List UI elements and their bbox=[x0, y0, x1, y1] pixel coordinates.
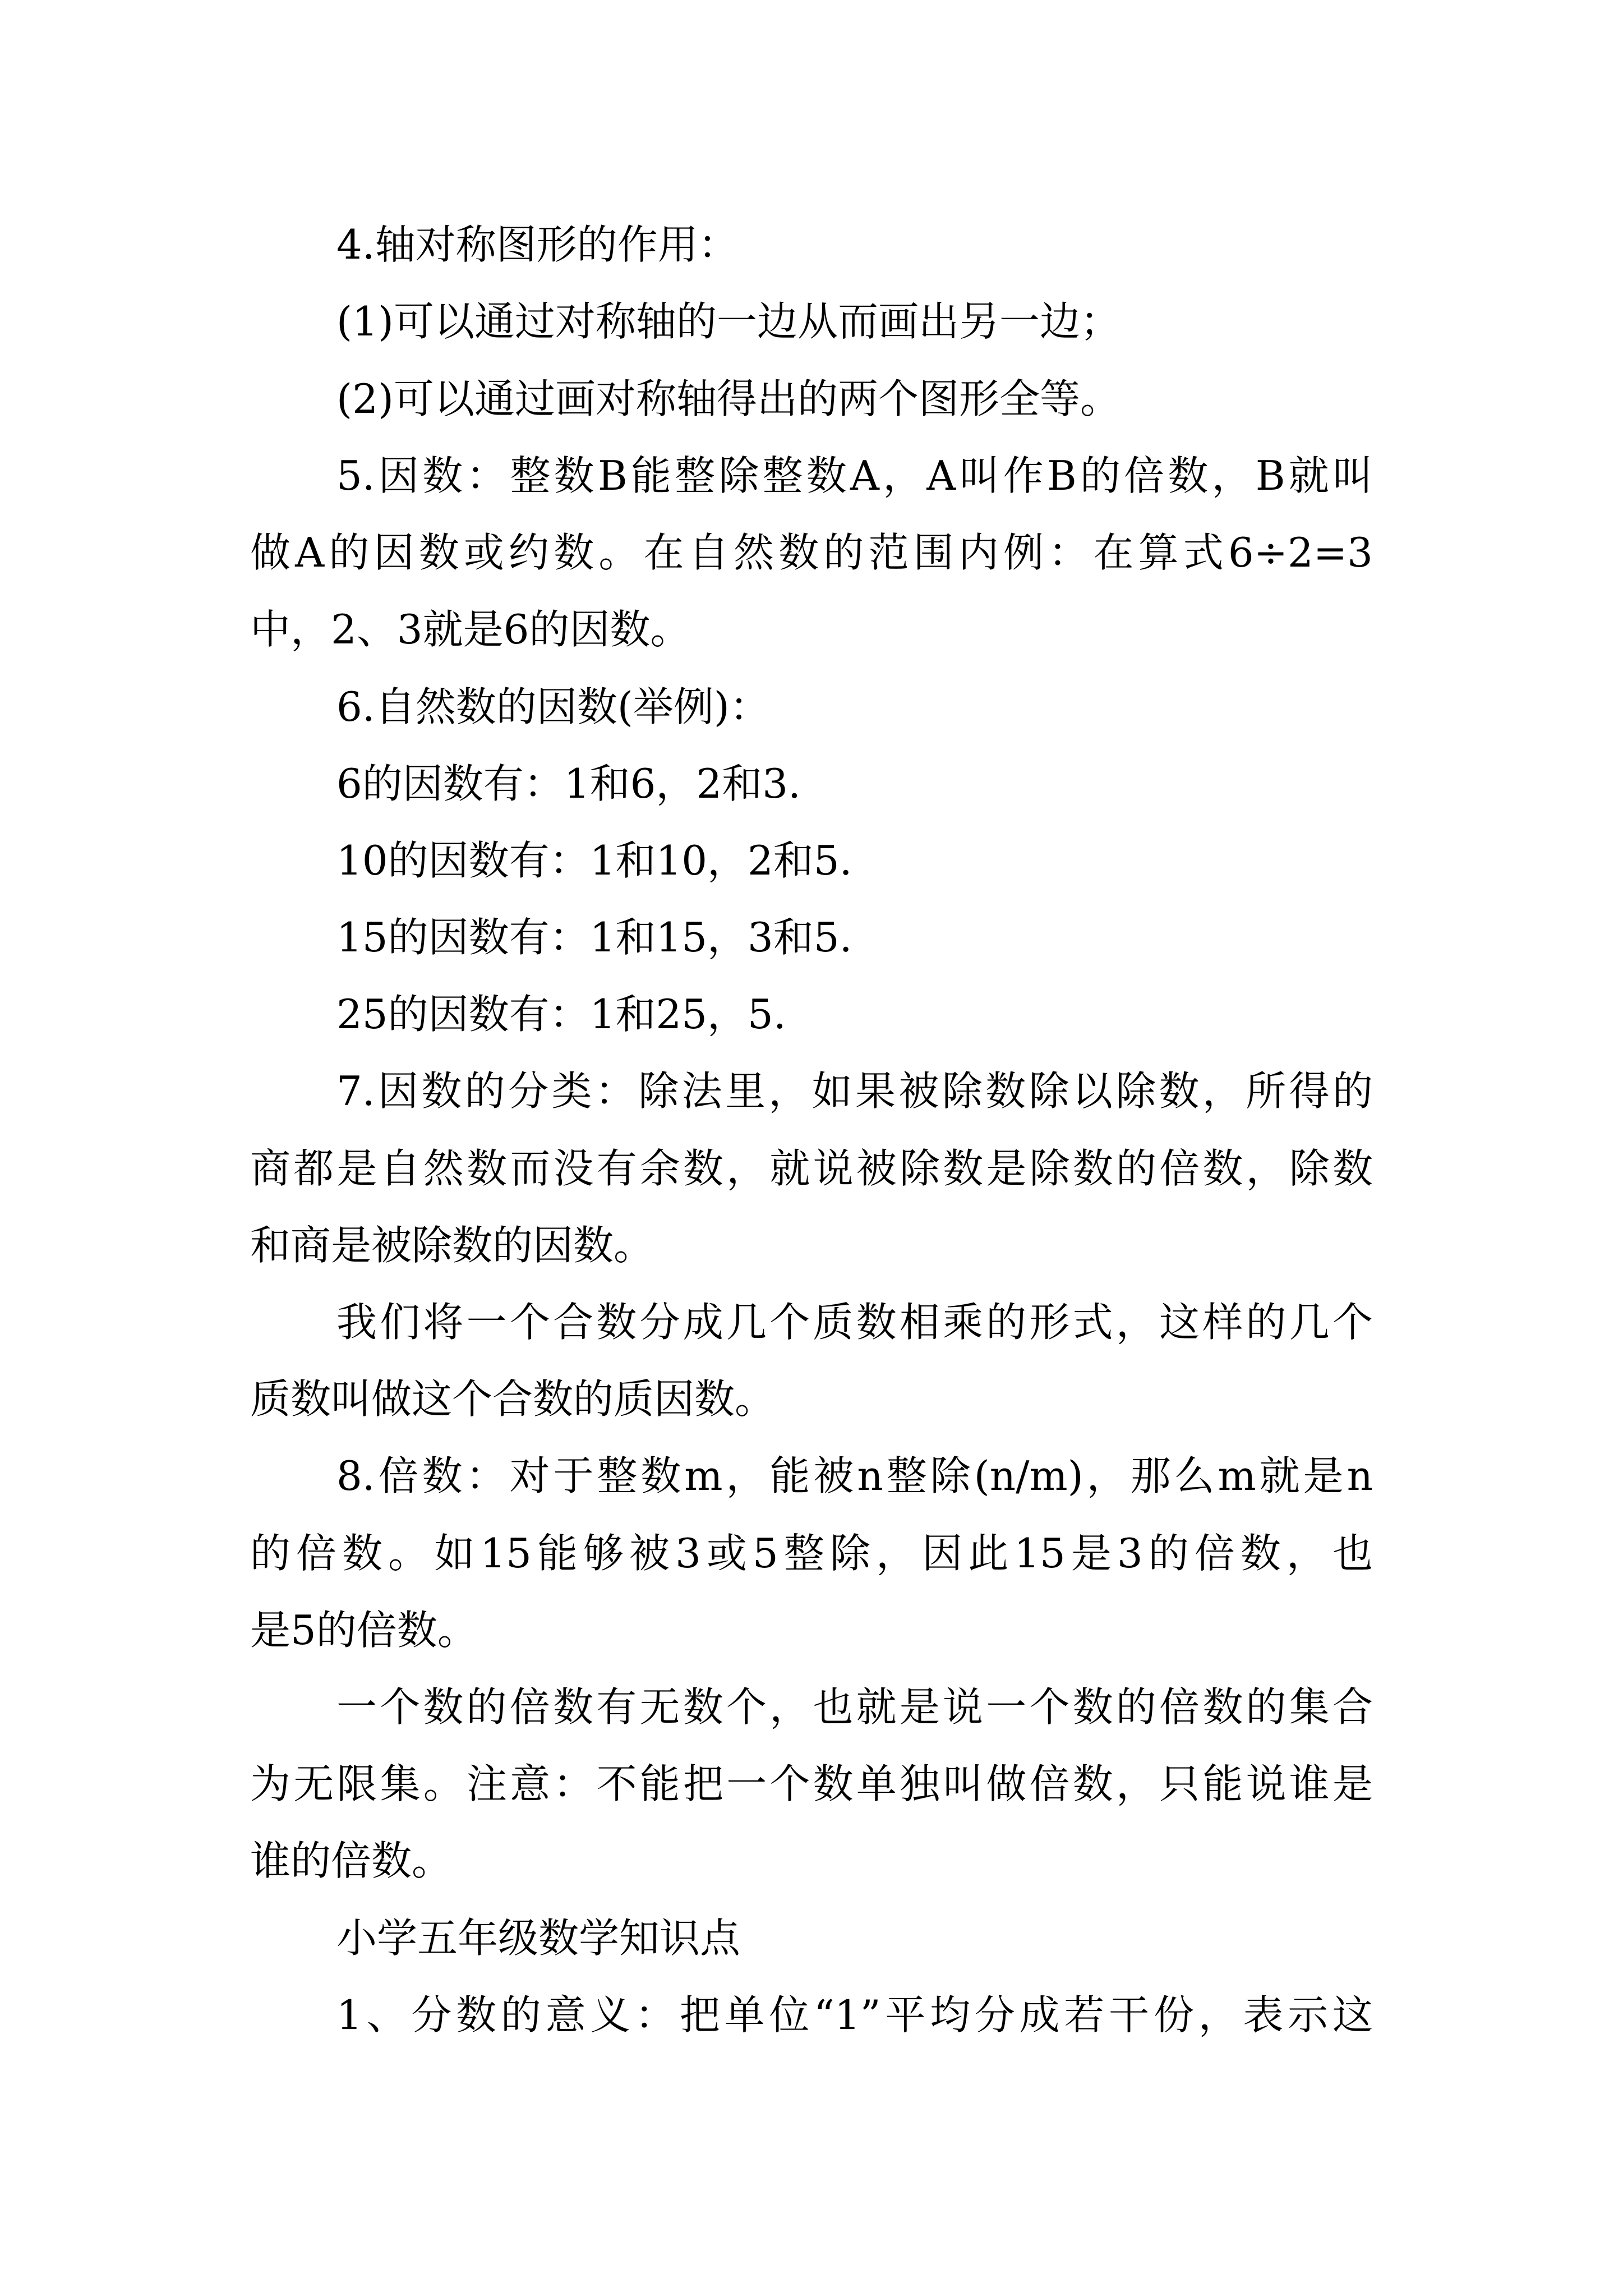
text-line: 6.自然数的因数(举例)： bbox=[336, 683, 770, 730]
text-line: 15的因数有：1和15，3和5. bbox=[336, 914, 852, 961]
text-line: 中，2、3就是6的因数。 bbox=[250, 606, 691, 653]
text-line: 谁的倍数。 bbox=[250, 1837, 453, 1884]
section-heading: 小学五年级数学知识点 bbox=[336, 1915, 741, 1962]
text-line: 为无限集。注意：不能把一个数单独叫做倍数，只能说谁是 bbox=[250, 1760, 1373, 1807]
text-line: 我们将一个合数分成几个质数相乘的形式，这样的几个 bbox=[336, 1299, 1373, 1346]
text-line: 8.倍数：对于整数m，能被n整除(n/m)，那么m就是n bbox=[336, 1452, 1373, 1499]
text-line: 是5的倍数。 bbox=[250, 1607, 478, 1654]
text-line: 的倍数。如15能够被3或5整除，因此15是3的倍数，也 bbox=[250, 1530, 1373, 1577]
text-line: 质数叫做这个合数的质因数。 bbox=[250, 1375, 776, 1423]
text-line: 6的因数有：1和6，2和3. bbox=[336, 760, 801, 807]
text-line: (1)可以通过对称轴的一边从而画出另一边； bbox=[336, 298, 1121, 345]
text-line: 7.因数的分类：除法里，如果被除数除以除数，所得的 bbox=[336, 1068, 1373, 1115]
text-line: 25的因数有：1和25，5. bbox=[336, 991, 786, 1038]
text-line: 4.轴对称图形的作用： bbox=[336, 221, 739, 268]
text-line: 10的因数有：1和10，2和5. bbox=[336, 837, 852, 884]
text-line: (2)可以通过画对称轴得出的两个图形全等。 bbox=[336, 375, 1121, 422]
text-line: 5.因数：整数B能整除整数A，A叫作B的倍数，B就叫 bbox=[336, 452, 1373, 499]
text-line: 1、分数的意义：把单位“1”平均分成若干份，表示这 bbox=[336, 1991, 1373, 2039]
text-line: 做A的因数或约数。在自然数的范围内例：在算式6÷2=3 bbox=[250, 529, 1373, 576]
text-line: 和商是被除数的因数。 bbox=[250, 1222, 654, 1269]
text-line: 一个数的倍数有无数个，也就是说一个数的倍数的集合 bbox=[336, 1683, 1373, 1731]
text-line: 商都是自然数而没有余数，就说被除数是除数的倍数，除数 bbox=[250, 1145, 1373, 1192]
